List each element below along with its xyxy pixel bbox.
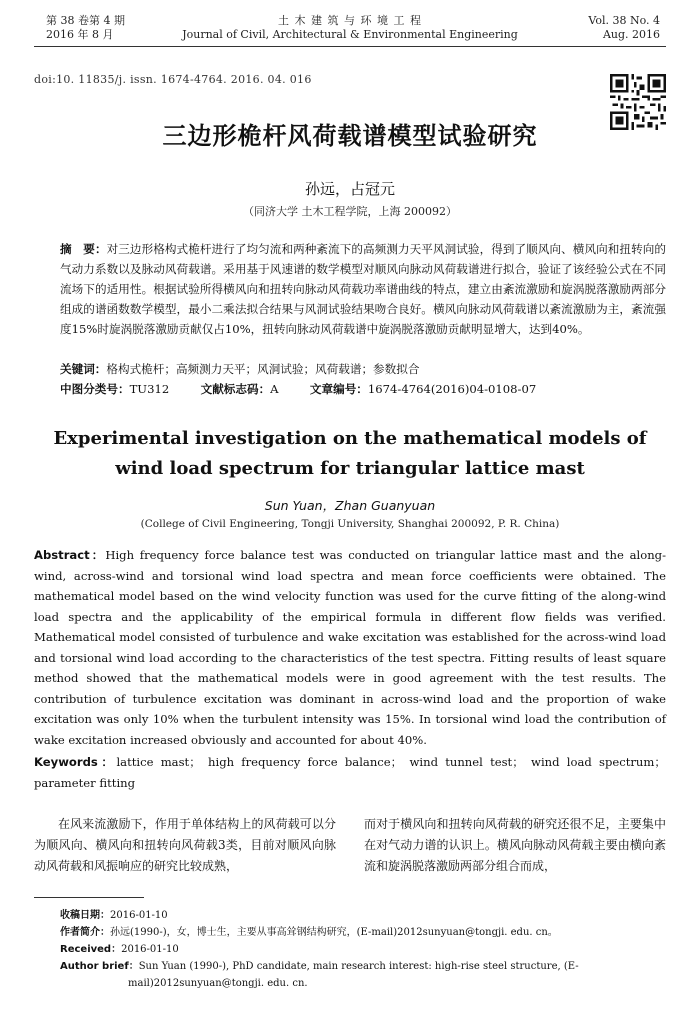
abstract-cn-text: 对三边形格构式桅杆进行了均匀流和两种紊流下的高频测力天平风洞试验，得到了顺风向、横风向和扭转向的气动力系数以及脉动风荷载谱。采用基于风速谱的数学模型对顺风向脉动风荷载谱进行拟合，验证了该经验公式在不同流场下的适用性。根据试验所得横风向和扭转向脉动风荷载功率谱曲线的特点，建立由紊流激励和旋涡脱落激励两部分组成的谱函数数学模型，最小二乘法拟合结果与风洞试验结果吻合良好。横风向脉动风荷载谱以紊流激励为主，紊流强度15%时旋涡脱落激励贡献仅占10%，扭转向脉动风荷载谱中旋涡脱落激励贡献明显增大，达到40%。 bbox=[60, 242, 666, 336]
header-journal bbox=[150, 14, 550, 42]
header-vol bbox=[588, 14, 660, 42]
abstract-cn bbox=[60, 239, 666, 339]
footnote-received-en bbox=[60, 941, 666, 958]
footnote-received bbox=[60, 907, 666, 924]
clc-label: 中图分类号： bbox=[60, 382, 130, 396]
bio-label: 作者简介： bbox=[60, 927, 110, 938]
body-right-column: 而对于横风向和扭转向风荷载的研究还很不足，主要集中在对气动力谱的认识上。横风向脉动风荷载主要由横向紊流和旋涡脱落激励两部分组合而成， bbox=[364, 817, 666, 873]
footnote-bio bbox=[60, 924, 666, 941]
title-en: Experimental investigation on the mathematical models of wind load spectrum for triangular lattice mast bbox=[53, 428, 647, 479]
header-issue bbox=[46, 14, 125, 42]
received-en-label: Received： bbox=[60, 944, 122, 955]
keywords-en bbox=[34, 752, 666, 793]
header-date: 2016 年 8 月 bbox=[46, 28, 114, 41]
classification-line bbox=[60, 379, 666, 399]
affiliation-cn: （同济大学 土木工程学院，上海 200092） bbox=[243, 205, 457, 218]
header-journal-en: Journal of Civil, Architectural & Environmental Engineering bbox=[182, 28, 518, 41]
received-label: 收稿日期： bbox=[60, 910, 110, 921]
keywords-cn-text: 格构式桅杆；高频测力天平；风洞试验；风荷载谱；参数拟合 bbox=[106, 362, 420, 376]
brief-value: Sun Yuan (1990-), PhD candidate, main research interest: high-rise steel structure, (E-mail)2012sunyuan@tongji. edu. cn. bbox=[128, 961, 579, 989]
title-cn: 三边形桅杆风荷载谱模型试验研究 bbox=[162, 121, 538, 150]
article-no-label: 文章编号： bbox=[309, 382, 368, 396]
header-vol-no: Vol. 38 No. 4 bbox=[588, 14, 660, 27]
bio-value: 孙远(1990-)，女，博士生，主要从事高耸钢结构研究，(E-mail)2012sunyuan@tongji. edu. cn。 bbox=[110, 927, 558, 938]
footnote-author-brief bbox=[60, 958, 666, 992]
header-month: Aug. 2016 bbox=[602, 28, 660, 41]
doi: doi:10. 11835/j. issn. 1674-4764. 2016. 04. 016 bbox=[34, 73, 312, 86]
keywords-en-label: Keywords： bbox=[34, 755, 117, 769]
body-left-column: 在风来流激励下，作用于单体结构上的风荷载可以分为顺风向、横风向和扭转向风荷载3类，目前对顺风向脉动风荷载和风振响应的研究比较成熟， bbox=[34, 817, 336, 873]
keywords-cn bbox=[60, 359, 666, 379]
footnote-rule bbox=[34, 897, 144, 898]
article-no-value: 1674-4764(2016)04-0108-07 bbox=[367, 382, 537, 396]
doc-code-value: A bbox=[270, 382, 279, 396]
header-rule bbox=[34, 46, 666, 47]
brief-label: Author brief： bbox=[60, 961, 139, 972]
authors-cn: 孙远，占冠元 bbox=[304, 180, 395, 198]
affiliation-en: (College of Civil Engineering, Tongji University, Shanghai 200092, P. R. China) bbox=[140, 518, 560, 530]
authors-en: Sun Yuan，Zhan Guanyuan bbox=[264, 498, 436, 513]
abstract-en-label: Abstract： bbox=[34, 548, 106, 562]
abstract-en bbox=[34, 545, 666, 750]
doc-code-label: 文献标志码： bbox=[200, 382, 271, 396]
received-en-value: 2016-01-10 bbox=[121, 944, 179, 955]
keywords-cn-label: 关键词： bbox=[60, 362, 107, 376]
received-value: 2016-01-10 bbox=[110, 910, 168, 921]
abstract-en-text: High frequency force balance test was conducted on triangular lattice mast and the along-wind, across-wind and torsional wind load spectra and mean force coefficients were obtained. The mathematical model based on the wind velocity function was used for the curve fitting of the along-wind load spectra and the applicability of the empirical formula in different flow fields was verified. Mathematical model consisted of turbulence and wake excitation was established for the across-wind load and torsional wind load according to the characteristics of the test spectra. Fitting results of least square method showed that the mathematical models were in good agreement with the test results. The contribution of turbulence excitation was dominant in across-wind load and the proportion of wake excitation was only 10% when the turbulent intensity was 15%. In torsional wind load the contribution of wake excitation increased obviously and accounted for about 40%. bbox=[34, 548, 667, 747]
header-journal-cn: 土 木 建 筑 与 环 境 工 程 bbox=[278, 14, 422, 27]
keywords-en-text: lattice mast； high frequency force balance； wind tunnel test； wind load spectrum； parameter fitting bbox=[34, 755, 666, 790]
header-volume-issue: 第 38 卷第 4 期 bbox=[46, 14, 125, 27]
clc-value: TU312 bbox=[129, 382, 170, 396]
abstract-cn-label: 摘 要： bbox=[60, 242, 107, 256]
